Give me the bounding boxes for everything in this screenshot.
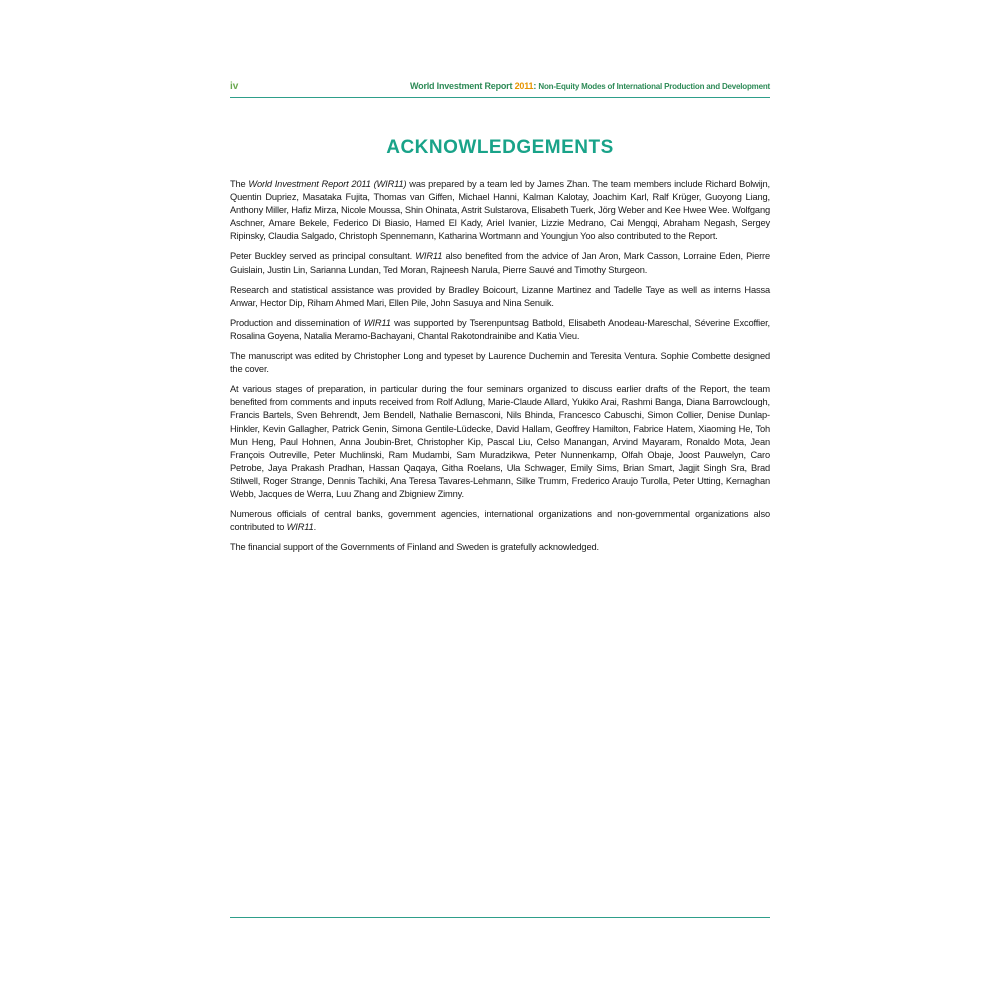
paragraph-seminars: At various stages of preparation, in particular during the four seminars organized to discuss earlier drafts of the Report, the team benefited from comments and inputs received from Rolf Adlung, Marie-Claude Allard, Yukiko Arai, Rashmi Banga, Diana Barrowclough, Francis Bartels, Sven Behrendt, Jem Bendell, Nathalie Bernasconi, Nils Bhinda, Francesco Cabuschi, Simon Collier, Denise Dunlap-Hinkler, Kevin Gallagher, Patrick Genin, Simona Gentile-Lüdecke, David Hallam, Geoffrey Hamilton, Fabrice Hatem, Xiaoming He, Toh Mun Heng, Paul Hohnen, Anna Joubin-Bret, Christopher Kip, Pascal Liu, Celso Manangan, Arvind Mayaram, Ronaldo Mota, Jean François Outreville, Peter Muchlinski, Ram Mudambi, Sam Muradzikwa, Peter Nunnenkamp, Olfah Obaje, Joost Pauwelyn, Caro Petrobe, Jaya Prakash Pradhan, Hassan Qaqaya, Githa Roelans, Ula Schwager, Emily Sims, Brian Smart, Jagjit Singh Sra, Brad Stilwell, Roger Strange, Dennis Tachiki, Ana Teresa Tavares-Lehmann, Silke Trumm, Frederico Araujo Turolla, Peter Utting, Kernaghan Webb, Jacques de Werra, Luu Zhang and Zbigniew Zimny.: [230, 384, 770, 499]
section-title: ACKNOWLEDGEMENTS: [386, 136, 614, 158]
paragraph-production: Production and dissemination of WIR11 was supported by Tserenpuntsag Batbold, Elisabeth Anodeau-Mareschal, Séverine Excoffier, Rosalina Goyena, Natalia Meramo-Bachayani, Chantal Rakotondrainibe and Katia Vieu.: [230, 317, 770, 341]
paragraph-research: Research and statistical assistance was provided by Bradley Boicourt, Lizanne Martinez and Tadelle Taye as well as interns Hassa Anwar, Hector Dip, Riham Ahmed Mari, Ellen Pile, John Sasuya and Nina Senuik.: [230, 284, 770, 308]
page-number: iv: [230, 81, 239, 92]
report-subtitle: Non-Equity Modes of International Production and Development: [538, 82, 770, 91]
paragraph-team: The World Investment Report 2011 (WIR11) was prepared by a team led by James Zhan. The team members include Richard Bolwijn, Quentin Dupriez, Masataka Fujita, Thomas van Giffen, Michael Hanni, Kalman Kalotay, Joachim Karl, Ralf Krüger, Guoyong Liang, Anthony Miller, Hafiz Mirza, Nicole Moussa, Shin Ohinata, Astrit Sulstarova, Elisabeth Tuerk, Jörg Weber and Kee Hwee Wee. Wolfgang Aschner, Amare Bekele, Federico Di Biasio, Hamed El Kady, Ariel Ivanier, Lizzie Medrano, Cai Mengqi, Abraham Negash, Sergey Ripinsky, Claudia Salgado, Christoph Spennemann, Katharina Wortmann and Youngjun Yoo also contributed to the Report.: [230, 179, 770, 242]
paragraph-consultant: Peter Buckley served as principal consultant. WIR11 also benefited from the advice of Jan Aron, Mark Casson, Lorraine Eden, Pierre Guislain, Justin Lin, Sarianna Lundan, Ted Moran, Rajneesh Narula, Pierre Sauvé and Timothy Sturgeon.: [230, 251, 770, 275]
report-italic-abbrev: WIR11: [286, 522, 314, 533]
report-italic-abbrev: WIR11: [415, 251, 443, 262]
document-page: [230, 74, 770, 924]
header-rule: [230, 97, 770, 98]
running-title: World Investment Report 2011: Non-Equity Modes of International Production and Development: [410, 81, 770, 91]
paragraph-officials: Numerous officials of central banks, government agencies, international organizations and non-governmental organizations also contributed to WIR11.: [230, 509, 770, 533]
paragraph-financial-support: The financial support of the Governments of Finland and Sweden is gratefully acknowledged.: [230, 542, 599, 553]
report-title: World Investment Report: [410, 81, 513, 91]
report-year: 2011: [514, 81, 534, 91]
report-italic-abbrev: WIR11: [363, 317, 391, 328]
running-header: [230, 74, 770, 98]
footer-rule: [230, 917, 770, 918]
report-italic-title: World Investment Report 2011 (WIR11): [248, 179, 407, 189]
paragraph-editing: The manuscript was edited by Christopher Long and typeset by Laurence Duchemin and Teresita Ventura. Sophie Combette designed the cover.: [230, 351, 770, 375]
acknowledgements-body: [230, 178, 770, 561]
